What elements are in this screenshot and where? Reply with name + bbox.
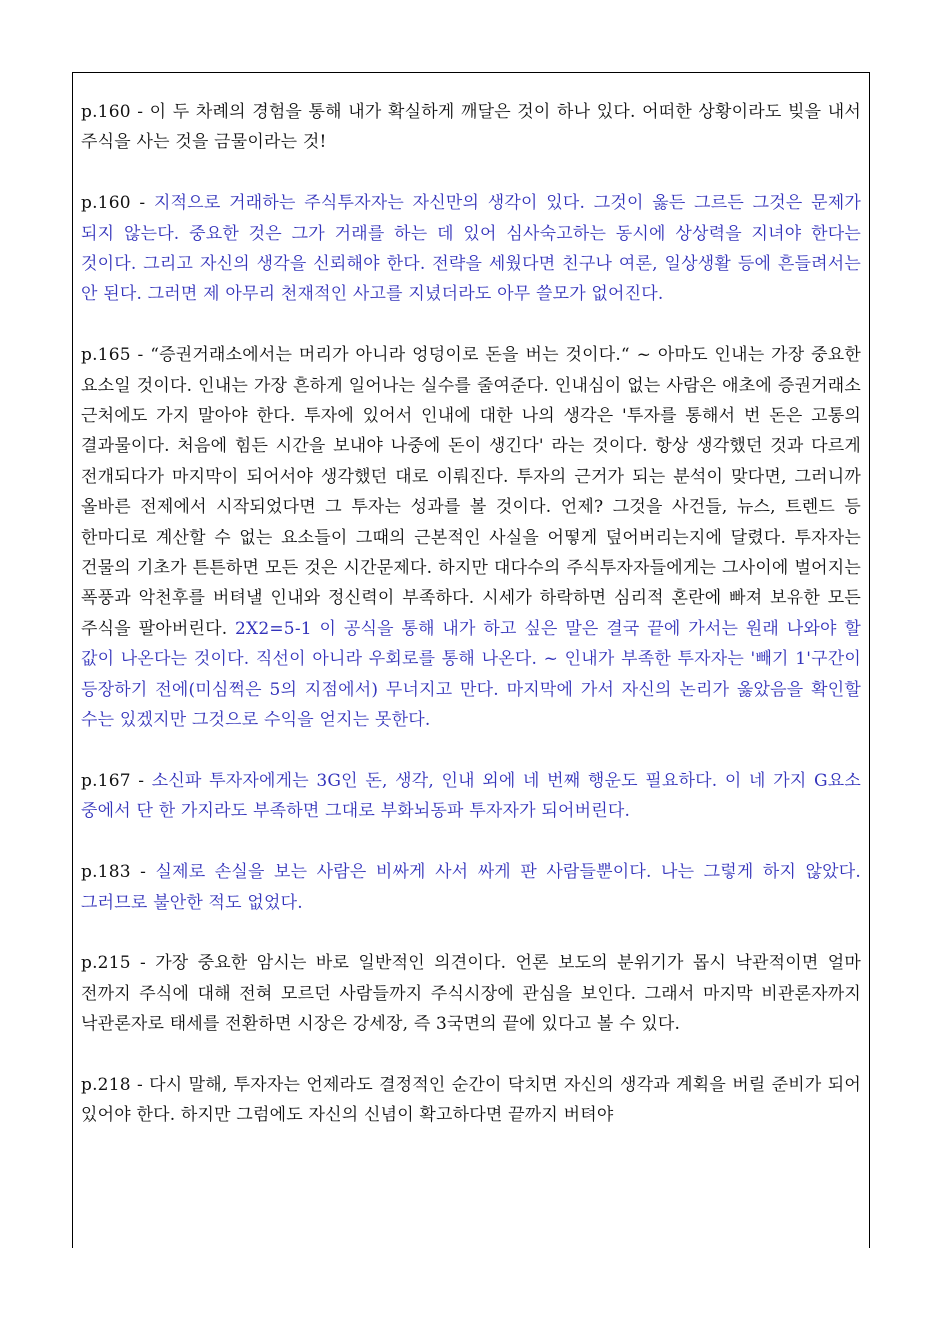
page-reference: p.160 -	[81, 193, 154, 214]
page-frame	[72, 72, 870, 1248]
highlighted-text: 2X2=5-1 이 공식을 통해 내가 하고 싶은 말은 결국 끝에 가서는 원래 나와야 할 값이 나온다는 것이다. 직선이 아니라 우회로를 통해 나온다. ~ 인내가 부족한 투자자는 '빼기 1'구간이 등장하기 전에(미심쩍은 5의 지점에서) 무너지고 만다. 마지막에 가서 자신의 논리가 옳았음을 확인할 수는 있겠지만 그것으로 수익을 얻지는 못한다.	[81, 618, 861, 731]
paragraph-text: p.160 - 이 두 차례의 경험을 통해 내가 확실하게 깨달은 것이 하나 있다. 어떠한 상황이라도 빚을 내서 주식을 사는 것을 금물이라는 것!	[81, 102, 861, 153]
paragraph-p160-intellectual-investor	[81, 188, 861, 310]
highlighted-text: 지적으로 거래하는 주식투자자는 자신만의 생각이 있다. 그것이 옳든 그르든 그것은 문제가 되지 않는다. 중요한 것은 그가 거래를 하는 데 있어 심사숙고하는 동시에 상상력을 지녀야 한다는 것이다. 그리고 자신의 생각을 신뢰해야 한다. 전략을 세웠다면 친구나 여론, 일상생활 등에 흔들려서는 안 된다. 그러면 제 아무리 천재적인 사고를 지녔더라도 아무 쓸모가 없어진다.	[81, 193, 862, 305]
highlighted-text: 실제로 손실을 보는 사람은 비싸게 사서 싸게 판 사람들뿐이다. 나는 그렇게 하지 않았다. 그러므로 불안한 적도 없었다.	[81, 862, 861, 913]
paragraph-text: p.165 - “증권거래소에서는 머리가 아니라 엉덩이로 돈을 버는 것이다.“ ~ 아마도 인내는 가장 중요한 요소일 것이다. 인내는 가장 흔하게 일어나는 실수를 줄여준다. 인내심이 없는 사람은 애초에 증권거래소 근처에도 가지 말아야 한다. 투자에 있어서 인내에 대한 나의 생각은 '투자를 통해서 번 돈은 고통의 결과물이다. 처음에 힘든 시간을 보내야 나중에 돈이 생긴다' 라는 것이다. 항상 생각했던 것과 다르게 전개되다가 마지막이 되어서야 생각했던 대로 이뤄진다. 투자의 근거가 되는 분석이 맞다면, 그러니까 올바른 전제에서 시작되었다면 그 투자는 성과를 볼 것이다. 언제? 그것을 사건들, 뉴스, 트렌드 등 한마디로 계산할 수 없는 요소들이 그때의 근본적인 사실을 어떻게 덮어버리는지에 달렸다. 투자자는 건물의 기초가 튼튼하면 모든 것은 시간문제다. 하지만 대다수의 주식투자자들에게는 그사이에 벌어지는 폭풍과 악천후를 버텨낼 인내와 정신력이 부족하다. 시세가 하락하면 심리적 혼란에 빠져 보유한 모든 주식을 팔아버린다.	[81, 345, 861, 639]
paragraph-p167-four-g	[81, 766, 861, 827]
paragraph-p183-loss	[81, 857, 861, 918]
paragraph-text: p.215 - 가장 중요한 암시는 바로 일반적인 의견이다. 언론 보도의 분위기가 몹시 낙관적이면 얼마 전까지 주식에 대해 전혀 모르던 사람들까지 주식시장에 관심을 보인다. 그래서 마지막 비관론자까지 낙관론자로 태세를 전환하면 시장은 강세장, 즉 3국면의 끝에 있다고 볼 수 있다.	[81, 953, 861, 1035]
paragraph-p215-public-opinion	[81, 948, 861, 1039]
document-body	[81, 97, 861, 1161]
paragraph-text: p.218 - 다시 말해, 투자자는 언제라도 결정적인 순간이 닥치면 자신의 생각과 계획을 버릴 준비가 되어 있어야 한다. 하지만 그럼에도 자신의 신념이 확고하다면 끝까지 버텨야	[81, 1074, 861, 1126]
paragraph-p218-conviction	[81, 1070, 861, 1131]
paragraph-p165-patience	[81, 340, 861, 735]
highlighted-text: 소신파 투자자에게는 3G인 돈, 생각, 인내 외에 네 번째 행운도 필요하다. 이 네 가지 G요소 중에서 단 한 가지라도 부족하면 그대로 부화뇌동파 투자자가 되어버린다.	[81, 770, 861, 822]
page-reference: p.183 -	[81, 862, 156, 883]
paragraph-p160-debt	[81, 97, 861, 158]
page-reference: p.167 -	[81, 770, 152, 791]
